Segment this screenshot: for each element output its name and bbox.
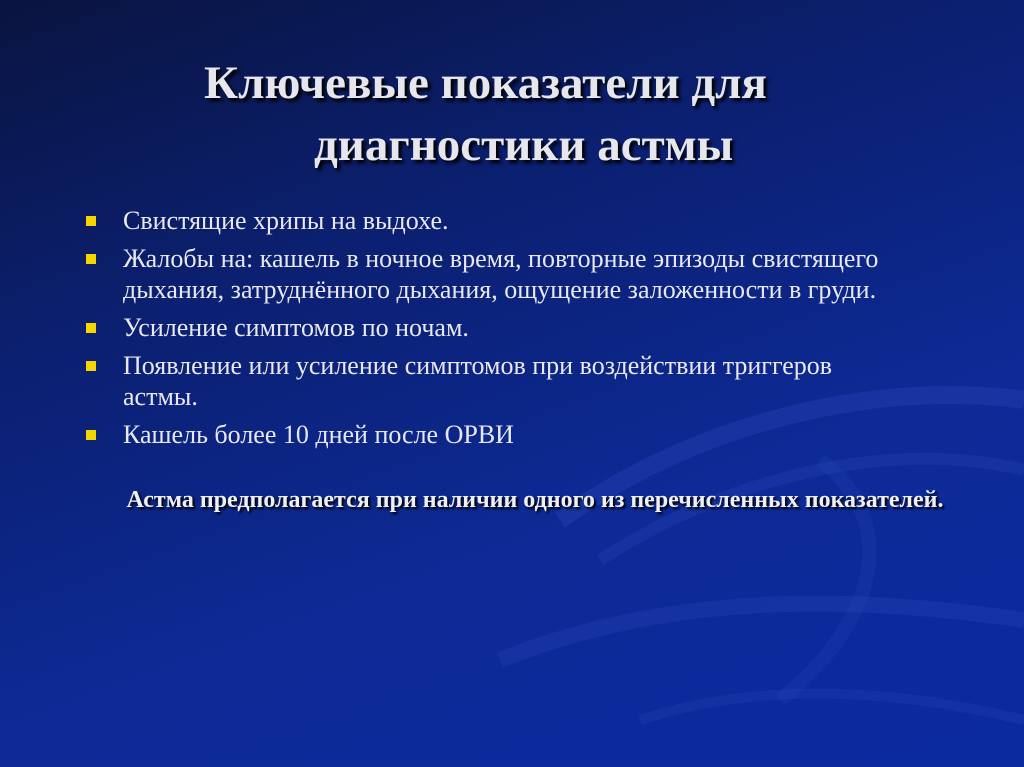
bullet-item xyxy=(84,205,904,236)
bullet-text: Усиление симптомов по ночам. xyxy=(123,313,469,342)
slide-title xyxy=(150,52,930,176)
bullet-square-icon xyxy=(86,254,96,264)
slide-title-line-2: диагностики астмы xyxy=(314,119,734,171)
bullet-square-icon xyxy=(86,361,96,371)
conclusion-text: Астма предполагается при наличии одного из перечисленных показателей. xyxy=(126,487,944,513)
bullet-item xyxy=(84,243,904,305)
bullet-text: Жалобы на: кашель в ночное время, повторные эпизоды свистящего дыхания, затруднённого дыхания, ощущение заложенности в груди. xyxy=(123,244,879,304)
bullet-square-icon xyxy=(86,216,96,226)
bullet-item xyxy=(84,419,904,450)
bullet-item xyxy=(84,350,904,412)
bullet-item xyxy=(84,312,904,343)
bullet-text: Свистящие хрипы на выдохе. xyxy=(123,206,449,235)
bullet-square-icon xyxy=(86,430,96,440)
bullet-text: Кашель более 10 дней после ОРВИ xyxy=(123,420,514,449)
bullet-square-icon xyxy=(86,323,96,333)
slide-title-line-1: Ключевые показатели для xyxy=(204,57,767,109)
bullet-text: Появление или усиление симптомов при воздействии триггеров астмы. xyxy=(123,351,833,411)
bullet-list xyxy=(84,205,904,457)
